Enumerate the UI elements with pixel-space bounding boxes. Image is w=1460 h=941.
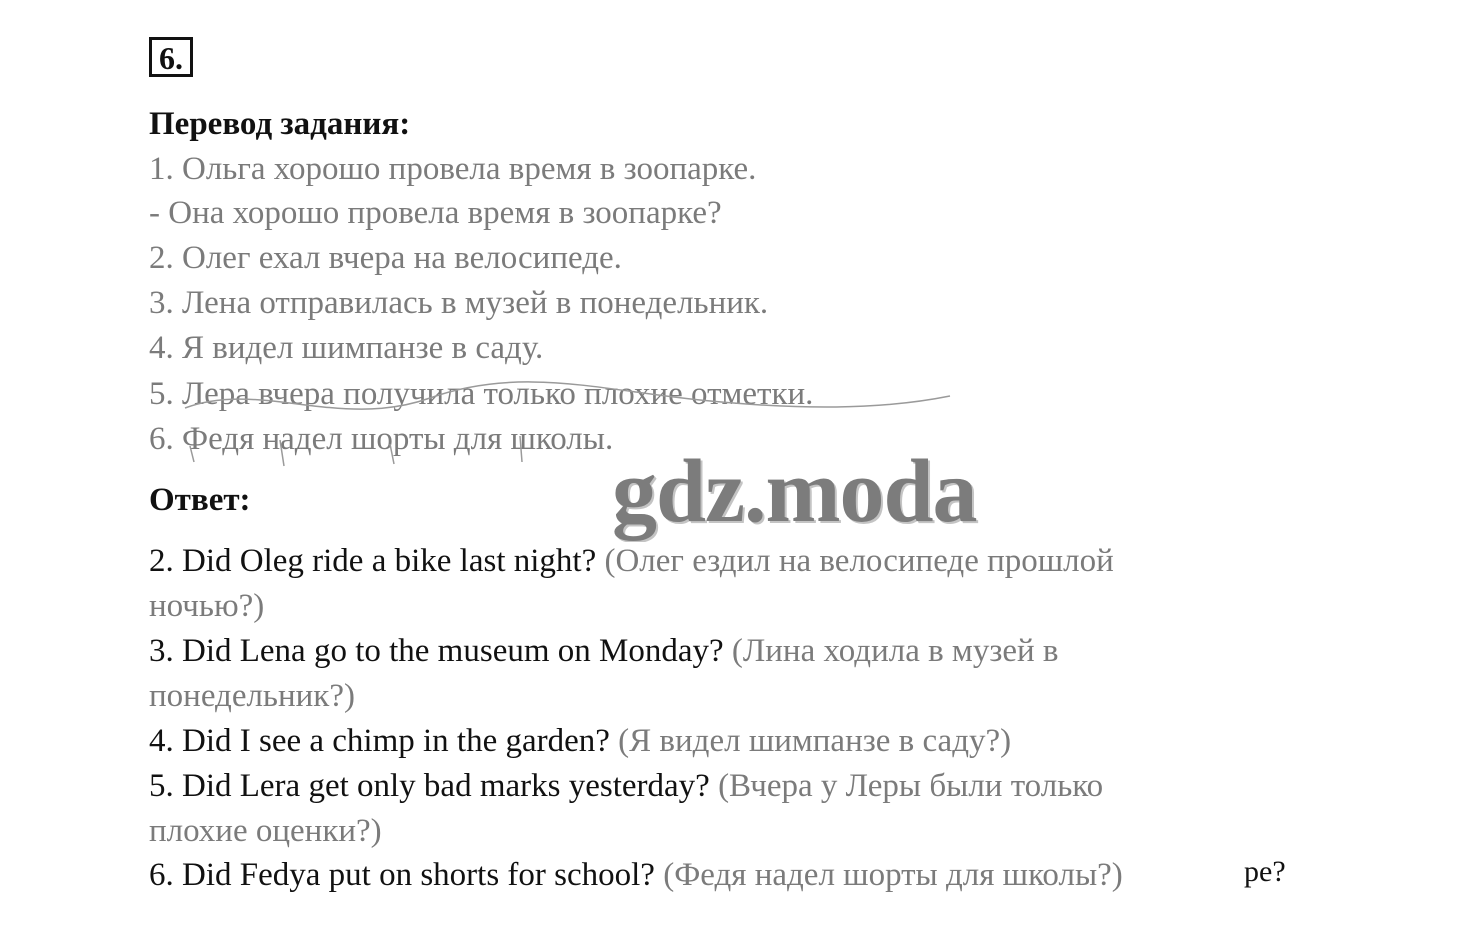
translation-line-6: 6. Федя надел шорты для школы.	[149, 421, 614, 457]
translation-line-5: 5. Лера вчера получила только плохие отметки.	[149, 376, 814, 412]
answer-item-2-cont: ночью?)	[149, 588, 265, 624]
answer-item-5	[149, 764, 1103, 808]
answer-english: 5. Did Lera get only bad marks yesterday?	[149, 768, 710, 804]
answer-english: 3. Did Lena go to the museum on Monday?	[149, 633, 724, 669]
translation-line-2: 2. Олег ехал вчера на велосипеде.	[149, 240, 622, 276]
answer-translation: (Федя надел шорты для школы?)	[654, 857, 1123, 893]
translation-line-1: 1. Ольга хорошо провела время в зоопарке.	[149, 151, 757, 187]
answer-translation: (Я видел шимпанзе в саду?)	[609, 723, 1012, 759]
answer-item-4	[149, 719, 1011, 763]
translation-line-4: 4. Я видел шимпанзе в саду.	[149, 330, 544, 366]
answer-item-3	[149, 629, 1059, 673]
watermark-logo: gdz.moda	[612, 442, 977, 541]
translation-line-1-question: - Она хорошо провела время в зоопарке?	[149, 195, 722, 231]
answer-translation: (Олег ездил на велосипеде прошлой	[596, 543, 1114, 579]
answer-heading: Ответ:	[149, 482, 251, 518]
answer-translation: (Лина ходила в музей в	[723, 633, 1059, 669]
answer-english: 6. Did Fedya put on shorts for school?	[149, 857, 655, 893]
answer-translation: (Вчера у Леры были только	[709, 768, 1104, 804]
translation-heading: Перевод задания:	[149, 106, 411, 142]
answer-english: 4. Did I see a chimp in the garden?	[149, 723, 610, 759]
task-number-box: 6.	[149, 37, 193, 77]
translation-line-3: 3. Лена отправилась в музей в понедельник.	[149, 285, 769, 321]
overlapping-stray-text: pe?	[1244, 855, 1286, 888]
answer-item-5-cont: плохие оценки?)	[149, 813, 382, 849]
answer-item-3-cont: понедельник?)	[149, 678, 355, 714]
answer-item-6	[149, 853, 1123, 897]
answer-item-2	[149, 539, 1114, 583]
answer-english: 2. Did Oleg ride a bike last night?	[149, 543, 597, 579]
